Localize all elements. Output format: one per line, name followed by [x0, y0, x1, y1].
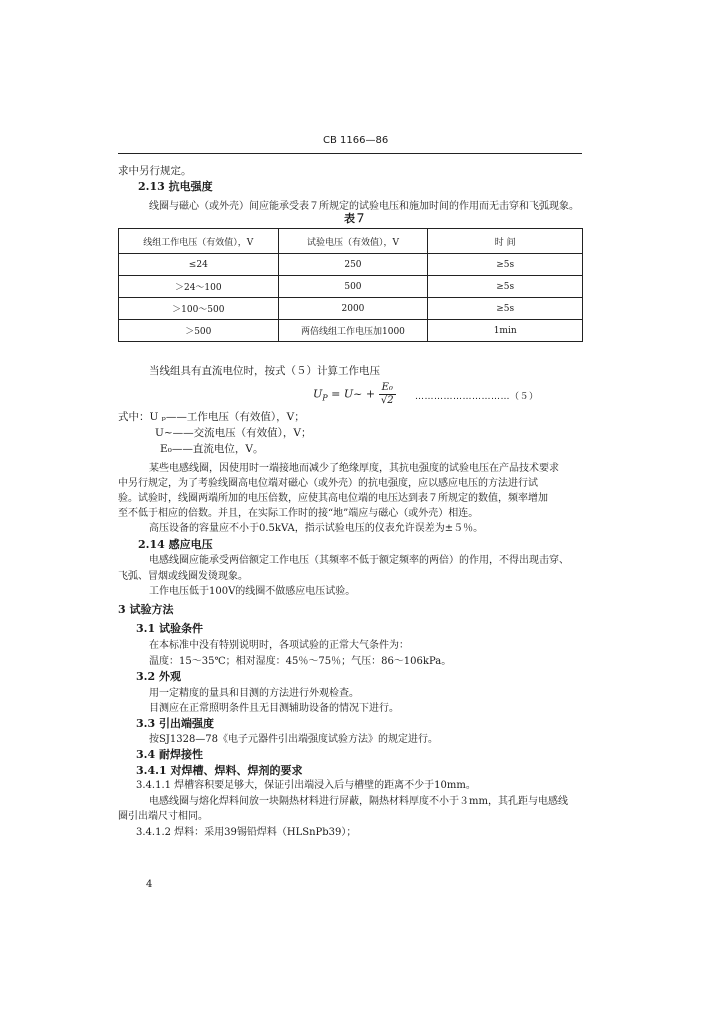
- definition-line: U~——交流电压（有效值），V；: [155, 427, 312, 439]
- table-cell: 1min: [428, 320, 583, 342]
- table-cell: 500: [278, 276, 428, 298]
- paragraph-line: 目测应在正常照明条件且无目测辅助设备的情况下进行。: [149, 703, 399, 714]
- section-heading-3: 3 试验方法: [118, 603, 174, 616]
- section-heading-2-13: 2.13 抗电强度: [138, 180, 213, 193]
- section-heading-3-4: 3.4 耐焊接性: [136, 748, 203, 761]
- table-row: [119, 320, 583, 342]
- table-cell: ＞24～100: [119, 276, 279, 298]
- page-number: 4: [146, 879, 153, 890]
- table-row: [119, 276, 583, 298]
- formula-fraction: [379, 382, 396, 407]
- formula-5: [313, 382, 396, 407]
- paragraph-line: 按SJ1328—78《电子元器件引出端强度试验方法》的规定进行。: [149, 734, 439, 745]
- paragraph-line: 工作电压低于100V的线圈不做感应电压试验。: [149, 586, 356, 597]
- paragraph-line: 电感线圈应能承受两倍额定工作电压（其频率不低于额定频率的两倍）的作用，不得出现击穿、: [149, 555, 569, 566]
- definition-line: 式中：U ₚ——工作电压（有效值），V；: [118, 411, 305, 423]
- table-cell: ≤24: [119, 254, 279, 276]
- formula-denominator: √2: [380, 395, 394, 406]
- table-header-cell: 试验电压（有效值），V: [278, 229, 428, 254]
- table-cell: 250: [278, 254, 428, 276]
- header-rule: [118, 153, 582, 154]
- text-line: 当线组具有直流电位时，按式（５）计算工作电压: [149, 365, 380, 377]
- paragraph-line: 飞弧、冒烟或线圈发烫现象。: [118, 571, 248, 582]
- table-header-cell: 时 间: [428, 229, 583, 254]
- formula-lhs: U: [313, 387, 323, 401]
- voltage-test-table: [118, 228, 583, 342]
- paragraph-line: 至不低于相应的倍数。并且，在实际工作时的接“地”端应与磁心（或外壳）相连。: [118, 508, 479, 519]
- definition-line: E₀——直流电位，V。: [160, 443, 264, 455]
- text-line: 线圈与磁心（或外壳）间应能承受表７所规定的试验电压和施加时间的作用而无击穿和飞弧现象。: [149, 201, 579, 212]
- paragraph-line: 高压设备的容量应不小于0.5kVA，指示试验电压的仪表允许误差为±５％。: [149, 523, 484, 534]
- formula-numerator: E₀: [379, 382, 396, 395]
- paragraph-line: 某些电感线圈，因使用时一端接地而减少了绝缘厚度，其抗电强度的试验电压在产品技术要求: [149, 463, 559, 474]
- paragraph-line: 用一定精度的量具和目测的方法进行外观检查。: [149, 688, 359, 699]
- standard-code: CB 1166—86: [323, 135, 389, 146]
- table-header-row: [119, 229, 583, 254]
- paragraph-line: 在本标准中没有特别说明时，各项试验的正常大气条件为：: [149, 640, 409, 651]
- paragraph-line: 温度：15～35℃；相对湿度：45％～75％；气压：86～106kPa。: [149, 656, 452, 667]
- formula-lhs-sub: P: [322, 393, 328, 403]
- table-header-cell: 线组工作电压（有效值），V: [119, 229, 279, 254]
- paragraph-line: 验。试验时，线圈两端所加的电压倍数，应使其高电位端的电压达到表７所规定的数值，频率增加: [118, 493, 548, 504]
- text-line: 求中另行规定。: [118, 165, 192, 177]
- table-cell: ≥5s: [428, 276, 583, 298]
- paragraph-line: 3.4.1.1 焊槽容积要足够大，保证引出端浸入后与槽壁的距离不少于10mm。: [136, 780, 476, 791]
- formula-mid: = U~ +: [331, 387, 376, 401]
- table-cell: 两倍线组工作电压加1000: [278, 320, 428, 342]
- table-cell: 2000: [278, 298, 428, 320]
- table-row: [119, 254, 583, 276]
- paragraph-line: 电感线圈与熔化焊料间放一块隔热材料进行屏蔽，隔热材料厚度不小于３mm，其孔距与电感线: [149, 796, 568, 807]
- table-cell: ≥5s: [428, 298, 583, 320]
- table-row: [119, 298, 583, 320]
- section-heading-3-3: 3.3 引出端强度: [136, 717, 214, 730]
- section-heading-3-2: 3.2 外观: [136, 670, 181, 683]
- section-heading-2-14: 2.14 感应电压: [138, 538, 213, 551]
- paragraph-line: 中另行规定，为了考验线圈高电位端对磁心（或外壳）的抗电强度，应以感应电压的方法进行试: [118, 478, 538, 489]
- table-cell: ＞500: [119, 320, 279, 342]
- section-heading-3-4-1: 3.4.1 对焊槽、焊料、焊剂的要求: [136, 764, 303, 777]
- section-heading-3-1: 3.1 试验条件: [136, 622, 203, 635]
- formula-number: …………………………（５）: [415, 392, 539, 402]
- table-cell: ＞100～500: [119, 298, 279, 320]
- paragraph-line: 3.4.1.2 焊料：采用39锡铅焊料（HLSnPb39）；: [136, 827, 357, 838]
- paragraph-line: 圈引出端尺寸相同。: [118, 811, 208, 822]
- table-cell: ≥5s: [428, 254, 583, 276]
- table-caption: 表７: [344, 212, 366, 225]
